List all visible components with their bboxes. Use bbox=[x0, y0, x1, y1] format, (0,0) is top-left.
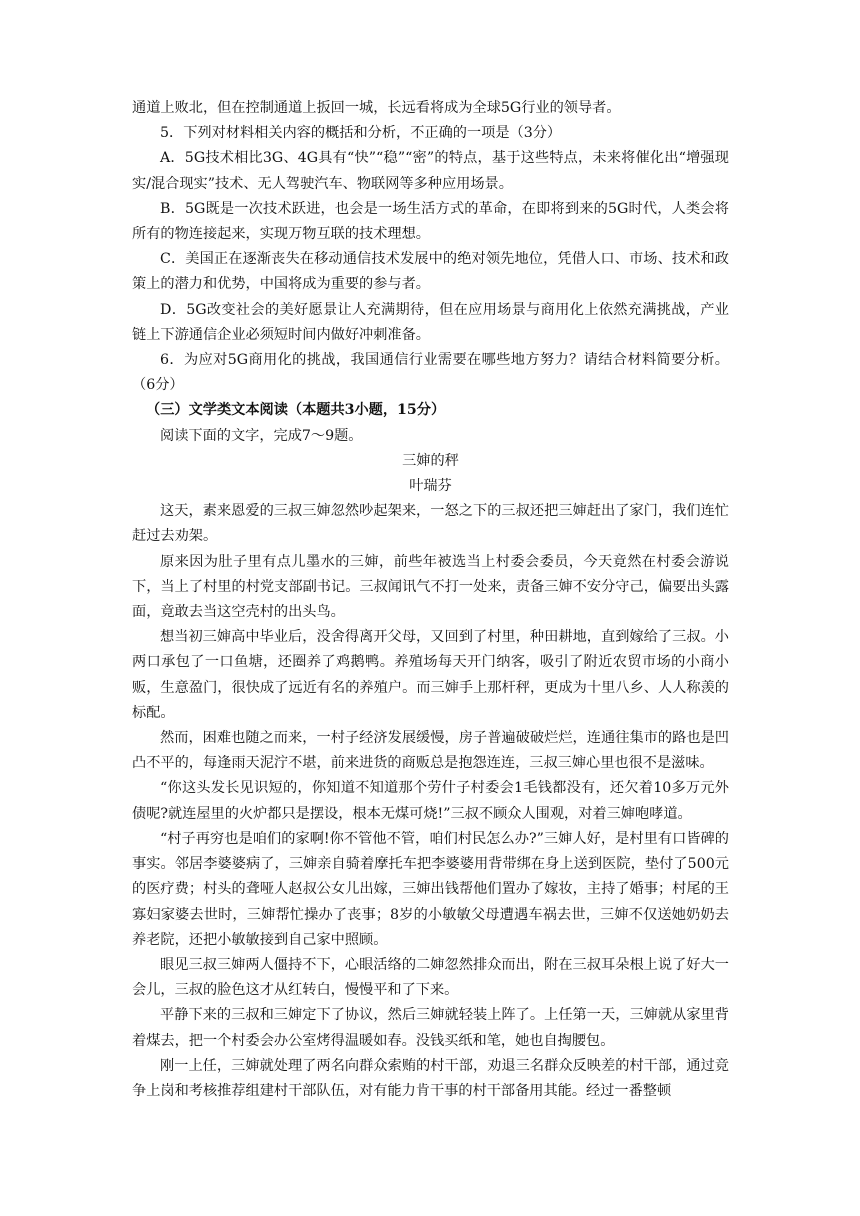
story-paragraph: “你这头发长见识短的，你知道不知道那个劳什子村委会1毛钱都没有，还欠着10多万元外债呢?就连屋里的火炉都只是摆设，根本无煤可烧!”三叔不顾众人围观，对着三婶咆哮道。 bbox=[132, 780, 729, 822]
story-paragraph: 原来因为肚子里有点儿墨水的三婶，前些年被选当上村委会委员，今天竟然在村委会游说下，当上了村里的村党支部副书记。三叔闻讯气不打一处来，责备三婶不安分守己，偏要出头露面，竟敢去当这空壳村的出头鸟。 bbox=[132, 553, 729, 621]
story-author: 叶瑞芬 bbox=[409, 478, 452, 495]
story-paragraph: “村子再穷也是咱们的家啊!你不管他不管，咱们村民怎么办?”三婶人好，是村里有口皆碑的事实。邻居李婆婆病了，三婶亲自骑着摩托车把李婆婆用背带绑在身上送到医院，垫付了500元的医疗费；村头的聋哑人赵叔公女儿出嫁，三婶出钱帮他们置办了嫁妆，主持了婚事；村尾的王寡妇家婆去世时，三婶帮忙操办了丧事；8岁的小敏敏父母遭遇车祸去世，三婶不仅送她奶奶去养老院，还把小敏敏接到自己家中照顾。 bbox=[132, 830, 729, 948]
story-title: 三婶的秤 bbox=[402, 452, 459, 469]
question-5-option-a: A．5G技术相比3G、4G具有“快”“稳”“密”的特点，基于这些特点，未来将催化出“增强现实/混合现实”技术、无人驾驶汽车、物联网等多种应用场景。 bbox=[132, 150, 729, 192]
section-instruction: 阅读下面的文字，完成7～9题。 bbox=[160, 427, 363, 444]
story-paragraph: 眼见三叔三婶两人僵持不下，心眼活络的二婶忽然排众而出，附在三叔耳朵根上说了好大一会儿，三叔的脸色这才从红转白，慢慢平和了下来。 bbox=[132, 956, 729, 999]
question-5-option-b: B．5G既是一次技术跃进，也会是一场生活方式的革命，在即将到来的5G时代，人类会将所有的物连接起来，实现万物互联的技术理想。 bbox=[132, 200, 729, 243]
story-paragraph: 然而，困难也随之而来，一村子经济发展缓慢，房子普遍破破烂烂，连通往集市的路也是凹凸不平的，每逢雨天泥泞不堪，前来进货的商贩总是抱怨连连，三叔三婶心里也很不是滋味。 bbox=[132, 730, 729, 772]
story-paragraph: 刚一上任，三婶就处理了两名向群众索贿的村干部，劝退三名群众反映差的村干部，通过竞争上岗和考核推荐组建村干部队伍，对有能力肯干事的村干部备用其能。经过一番整顿 bbox=[132, 1057, 729, 1099]
question-6: 6．为应对5G商用化的挑战，我国通信行业需要在哪些地方努力？请结合材料简要分析。（6分） bbox=[132, 352, 729, 394]
document-body bbox=[132, 96, 729, 1104]
story-paragraph: 这天，素来恩爱的三叔三婶忽然吵起架来，一怒之下的三叔还把三婶赶出了家门，我们连忙赶过去劝架。 bbox=[132, 503, 729, 545]
question-5-stem: 5．下列对材料相关内容的概括和分析，不正确的一项是（3分） bbox=[160, 125, 562, 142]
section-title: （三）文学类文本阅读（本题共3小题，15分） bbox=[146, 402, 446, 419]
question-5-option-d: D．5G改变社会的美好愿景让人充满期待，但在应用场景与商用化上依然充满挑战，产业链上下游通信企业必须短时间内做好冲刺准备。 bbox=[132, 301, 729, 343]
intro-paragraph: 通道上败北，但在控制通道上扳回一城，长远看将成为全球5G行业的领导者。 bbox=[132, 100, 621, 116]
story-paragraph: 想当初三婶高中毕业后，没舍得离开父母，又回到了村里，种田耕地，直到嫁给了三叔。小两口承包了一口鱼塘，还圈养了鸡鹅鸭。养殖场每天开门纳客，吸引了附近农贸市场的小商小贩，生意盈门，很快成了远近有名的养殖户。而三婶手上那杆秤，更成为十里八乡、人人称羡的标配。 bbox=[132, 629, 729, 721]
question-5-option-c: C．美国正在逐渐丧失在移动通信技术发展中的绝对领先地位，凭借人口、市场、技术和政策上的潜力和优势，中国将成为重要的参与者。 bbox=[132, 251, 729, 293]
story-paragraph: 平静下来的三叔和三婶定下了协议，然后三婶就轻装上阵了。上任第一天，三婶就从家里背着煤去，把一个村委会办公室烤得温暖如春。没钱买纸和笔，她也自掏腰包。 bbox=[132, 1007, 729, 1049]
